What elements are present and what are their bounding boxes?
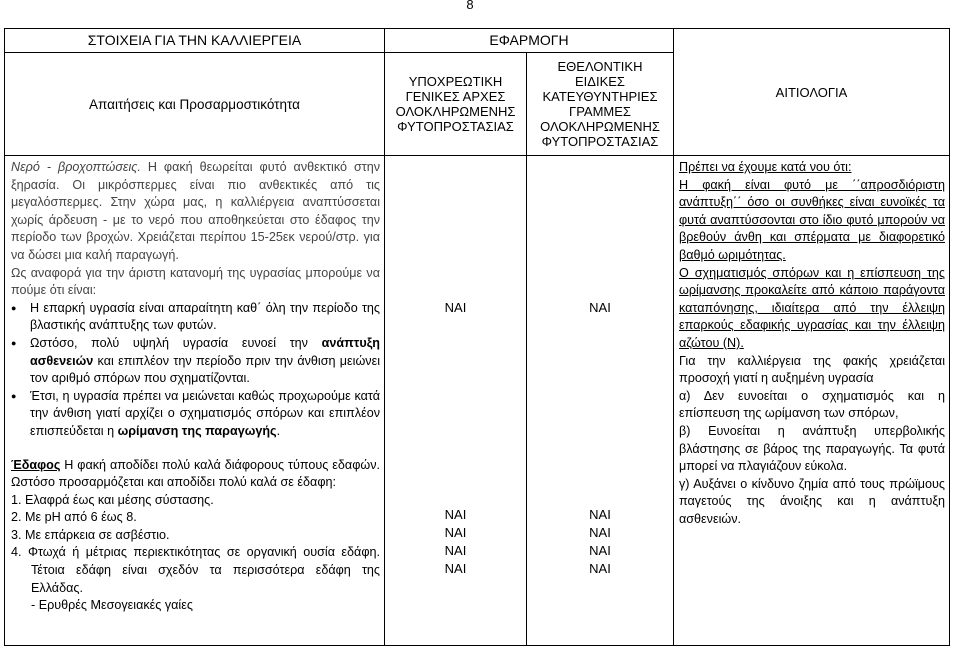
requirements-cell	[5, 156, 385, 646]
edafos-item: 2. Με pH από 6 έως 8.	[11, 510, 137, 525]
nero-title: Νερό - βροχοπτώσεις.	[11, 160, 141, 174]
ethelontiki-line: ΕΙΔΙΚΕΣ	[575, 74, 625, 89]
ygrasia-bullet	[30, 388, 380, 441]
header-stoixeia: ΣΤΟΙΧΕΙΑ ΓΙΑ ΤΗΝ ΚΑΛΛΙΕΡΓΕΙΑ	[5, 29, 385, 53]
bullet-bold: ωρίμανση της παραγωγής	[117, 423, 277, 438]
edafos-list	[11, 492, 380, 598]
header-ypoxreotiki	[385, 53, 527, 156]
justification-paragraph: γ) Αυξάνει ο κίνδυνο ζημία από τους πρώϊμους παγετούς της άνοιξης και η ανάπτυξη ασθενειών.	[679, 476, 945, 526]
ypoxreotiki-line: ΥΠΟΧΡΕΩΤΙΚΗ	[408, 74, 503, 89]
justification-paragraph: α) Δεν ευνοείται ο σχηματισμός και η επίσπευση της ωρίμανση των σπόρων,	[679, 388, 945, 421]
ypoxreotiki-line: ΦΥΤΟΠΡΟΣΤΑΣΙΑΣ	[397, 119, 514, 134]
edafos-text: Η φακή αποδίδει πολύ καλά διάφορους τύπους εδαφών. Ωστόσο προσαρμόζεται και αποδίδει πολύ καλά σε έδαφη:	[11, 457, 380, 490]
nai-value: ΝΑΙ	[589, 543, 611, 558]
nai-value: ΝΑΙ	[444, 300, 467, 315]
header-ethelontiki	[527, 53, 674, 156]
nai-value: ΝΑΙ	[589, 300, 611, 315]
dash-item: - Ερυθρές Μεσογειακές γαίες	[31, 598, 193, 613]
bullet-text: Ωστόσο, πολύ υψηλή υγρασία ευνοεί την	[30, 335, 322, 350]
ygrasia-bullet	[30, 335, 380, 388]
ethelontiki-line: ΦΥΤΟΠΡΟΣΤΑΣΙΑΣ	[541, 134, 659, 149]
ethelontiki-line: ΓΡΑΜΜΕΣ	[569, 104, 631, 119]
ygrasia-bullet: ● Η επαρκή υγρασία είναι απαραίτητη καθ΄ όλη την περίοδο της βλαστικής ανάπτυξης των φυτών.	[30, 300, 380, 335]
nai-value: ΝΑΙ	[444, 561, 467, 576]
ygrasia-intro: Ως αναφορά για την άριστη κατανομή της υγρασίας μπορούμε να πούμε ότι είναι:	[11, 265, 380, 298]
nero-text: Η φακή θεωρείται φυτό ανθεκτικό στην ξηρασία. Οι μικρόσπερμες είναι πιο ανθεκτικές από τις μεγαλόσπερμες. Στην χώρα μας, η καλλιέργεια αναπτύσσεται χωρίς άρδευση - με το νερό που αποθηκεύεται στο έδαφος την περίοδο των βροχών. Χρειάζεται περίπου 15-25εκ νερού/στρ. για να δώσει μια καλή παραγωγή.	[11, 160, 381, 262]
header-apaitiseis: Απαιτήσεις και Προσαρμοστικότητα	[5, 53, 385, 156]
nai-value: ΝΑΙ	[589, 507, 611, 522]
edafos-title: Έδαφος	[11, 457, 61, 472]
nero-paragraph	[11, 159, 380, 265]
cultivation-table	[4, 28, 950, 646]
edafos-paragraph	[11, 457, 380, 492]
justification-title: Πρέπει να έχουμε κατά νου ότι:	[679, 160, 852, 174]
justification-paragraph: Για την καλλιέργεια της φακής χρειάζεται προσοχή γιατί η αυξημένη υγρασία	[679, 353, 945, 386]
ypoxreotiki-line: ΓΕΝΙΚΕΣ ΑΡΧΕΣ	[405, 89, 506, 104]
mandatory-cell	[385, 156, 527, 646]
page-number: 8	[466, 0, 474, 12]
nai-value: ΝΑΙ	[444, 543, 467, 558]
ypoxreotiki-line: ΟΛΟΚΛΗΡΩΜΕΝΗΣ	[395, 104, 516, 119]
ethelontiki-line: ΕΘΕΛΟΝΤΙΚΗ	[557, 59, 643, 74]
justification-paragraph: Ο σχηματισμός σπόρων και η επίσπευση της ωρίμανσης προκαλείτε από κάποιο παράγοντα καταπόνησης, ιδιαίτερα από την έλλειψη επαρκούς εδαφικής υγρασίας και την έλλειψη αζώτου (Ν).	[679, 265, 945, 350]
edafos-item: 4. Φτωχά ή μέτριας περιεκτικότητας σε οργανική ουσία εδάφη. Τέτοια εδάφη είναι σχεδόν τα περισσότερα εδάφη της Ελλάδας.	[11, 545, 380, 595]
bullet-text: .	[276, 423, 281, 438]
header-efarmogi: ΕΦΑΡΜΟΓΗ	[385, 29, 674, 53]
nai-value: ΝΑΙ	[444, 507, 467, 522]
header-aitiologia: ΑΙΤΙΟΛΟΓΙΑ	[674, 29, 950, 156]
ethelontiki-line: ΚΑΤΕΥΘΥΝΤΗΡΙΕΣ	[542, 89, 658, 104]
justification-cell	[674, 156, 950, 646]
bullet-text: και επιπλέον την περίοδο πριν την άνθιση μειώνει τον αριθμό σπόρων που σχηματίζονται.	[30, 353, 380, 386]
justification-paragraph: Η φακή είναι φυτό με ΄΄απροσδιόριστη ανάπτυξη΄΄ όσο οι συνθήκες είναι ευνοϊκές τα φυτά αναπτύσσονται στο ίδιο φυτό μπορούν να βρεθούν άνθη και σπέρματα με διαφορετικό βαθμό ωριμότητας.	[679, 177, 945, 262]
voluntary-cell	[527, 156, 674, 646]
ethelontiki-line: ΟΛΟΚΛΗΡΩΜΕΝΗΣ	[540, 119, 660, 134]
edafos-item: 3. Με επάρκεια σε ασβέστιο.	[11, 527, 170, 542]
bullet-bold: ανάπτυξη ασθενειών	[30, 335, 380, 368]
ygrasia-list	[11, 300, 380, 441]
bullet-text: Έτσι, η υγρασία πρέπει να μειώνεται καθώς προχωρούμε κατά την άνθιση γιατί αρχίζει ο σχηματισμός σπόρων και επιπλέον επισπεύδεται η	[30, 388, 380, 438]
edafos-item: 1. Ελαφρά έως και μέσης σύστασης.	[11, 492, 214, 507]
nai-value: ΝΑΙ	[589, 525, 611, 540]
nai-value: ΝΑΙ	[589, 561, 611, 576]
nai-value: ΝΑΙ	[444, 525, 467, 540]
justification-paragraph: β) Ευνοείται η ανάπτυξη υπερβολικής βλάστησης σε βάρος της παραγωγής. Τα φυτά μπορεί να πλαγιάζουν εύκολα.	[679, 423, 945, 474]
